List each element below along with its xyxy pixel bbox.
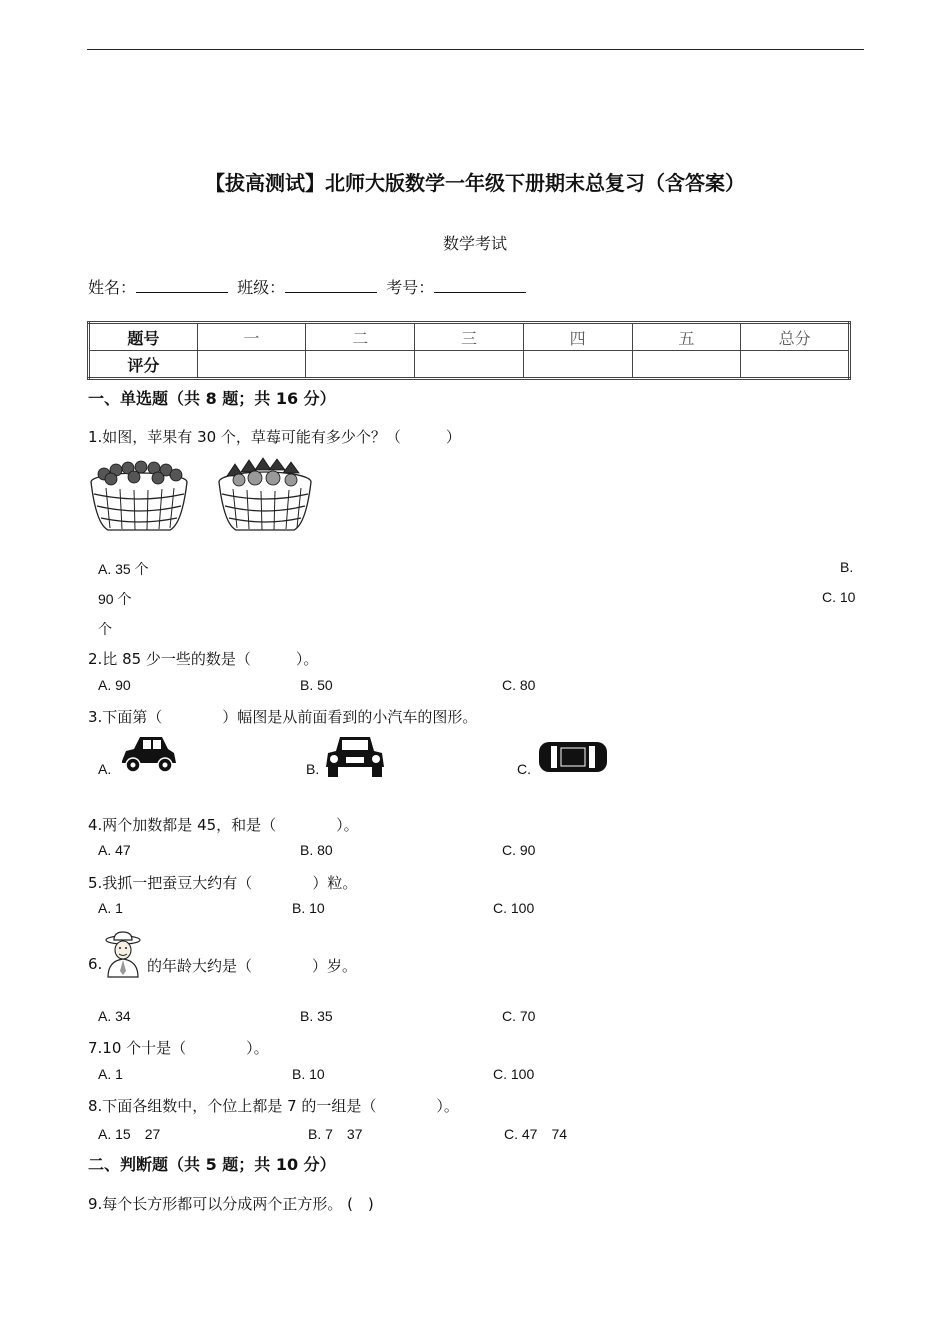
section-heading-2: 二、判断题（共 5 题；共 10 分） <box>88 1155 336 1174</box>
q5-option-b[interactable]: B. 10 <box>292 900 325 916</box>
grade-cell[interactable] <box>197 351 306 379</box>
q3-option-b[interactable]: B. <box>306 761 320 777</box>
q2-option-a[interactable]: A. 90 <box>98 677 131 693</box>
q1-option-c[interactable]: C. 10 <box>822 589 856 605</box>
question-4: 4.两个加数都是 45，和是（ ）。 <box>88 816 359 834</box>
class-field[interactable] <box>285 278 377 293</box>
question-3: 3.下面第（ ）幅图是从前面看到的小汽车的图形。 <box>88 708 478 726</box>
q1-option-b[interactable]: B. <box>840 559 854 575</box>
q6-option-a[interactable]: A. 34 <box>98 1008 131 1024</box>
score-cell: 评分 <box>89 351 198 379</box>
grade-cell[interactable] <box>415 351 524 379</box>
q6-option-b[interactable]: B. 35 <box>300 1008 333 1024</box>
class-label: 班级： <box>237 278 286 297</box>
score-table-grade-row <box>89 351 850 379</box>
score-cell: 四 <box>523 323 632 351</box>
student-info <box>88 275 530 298</box>
number-field[interactable] <box>434 278 526 293</box>
score-cell: 总分 <box>741 323 850 351</box>
q8-option-c[interactable]: C. 47 74 <box>504 1126 568 1142</box>
q4-option-a[interactable]: A. 47 <box>98 842 131 858</box>
score-cell: 五 <box>632 323 741 351</box>
grade-cell[interactable] <box>523 351 632 379</box>
score-cell: 二 <box>306 323 415 351</box>
score-table <box>87 321 851 380</box>
score-table-header-row <box>89 323 850 351</box>
q8-option-b[interactable]: B. 7 37 <box>308 1126 363 1142</box>
old-man-image <box>102 931 144 977</box>
number-label: 考号： <box>386 278 435 297</box>
grade-cell[interactable] <box>632 351 741 379</box>
question-2: 2.比 85 少一些的数是（ ）。 <box>88 650 319 668</box>
q7-option-b[interactable]: B. 10 <box>292 1066 325 1082</box>
q5-option-a[interactable]: A. 1 <box>98 900 123 916</box>
score-cell: 一 <box>197 323 306 351</box>
name-label: 姓名： <box>88 278 137 297</box>
q8-option-a[interactable]: A. 15 27 <box>98 1126 161 1142</box>
header-rule <box>87 49 864 50</box>
q5-option-c[interactable]: C. 100 <box>493 900 535 916</box>
score-cell: 题号 <box>89 323 198 351</box>
q1-option-c-cont[interactable]: 个 <box>98 621 112 637</box>
name-field[interactable] <box>136 278 228 293</box>
car-top-view-image <box>537 738 609 776</box>
car-side-view-image <box>118 733 178 777</box>
strawberry-basket-image <box>215 456 315 538</box>
q3-option-c[interactable]: C. <box>517 761 531 777</box>
page-title: 【拔高测试】北师大版数学一年级下册期末总复习（含答案） <box>205 171 745 195</box>
apple-basket-image <box>86 458 192 538</box>
q2-option-c[interactable]: C. 80 <box>502 677 536 693</box>
q4-option-c[interactable]: C. 90 <box>502 842 536 858</box>
q4-option-b[interactable]: B. 80 <box>300 842 333 858</box>
q7-option-c[interactable]: C. 100 <box>493 1066 535 1082</box>
grade-cell[interactable] <box>306 351 415 379</box>
score-cell: 三 <box>415 323 524 351</box>
q3-option-a[interactable]: A. <box>98 761 112 777</box>
q2-option-b[interactable]: B. 50 <box>300 677 333 693</box>
question-6: 的年龄大约是（ ）岁。 <box>147 957 358 975</box>
car-front-view-image <box>324 733 386 779</box>
question-7: 7.10 个十是（ ）。 <box>88 1039 269 1057</box>
question-9: 9.每个长方形都可以分成两个正方形。 ( ) <box>88 1195 374 1213</box>
q1-option-b-cont[interactable]: 90 个 <box>98 591 132 607</box>
question-8: 8.下面各组数中，个位上都是 7 的一组是（ ）。 <box>88 1097 459 1115</box>
question-5: 5.我抓一把蚕豆大约有（ ）粒。 <box>88 874 358 892</box>
grade-cell[interactable] <box>741 351 850 379</box>
question-1: 1.如图，苹果有 30 个，草莓可能有多少个？（ ） <box>88 428 461 446</box>
question-6-number: 6. <box>88 955 103 973</box>
section-heading-1: 一、单选题（共 8 题；共 16 分） <box>88 389 336 408</box>
q1-option-a[interactable]: A. 35 个 <box>98 561 149 577</box>
q7-option-a[interactable]: A. 1 <box>98 1066 123 1082</box>
q6-option-c[interactable]: C. 70 <box>502 1008 536 1024</box>
page-subtitle: 数学考试 <box>442 234 507 253</box>
